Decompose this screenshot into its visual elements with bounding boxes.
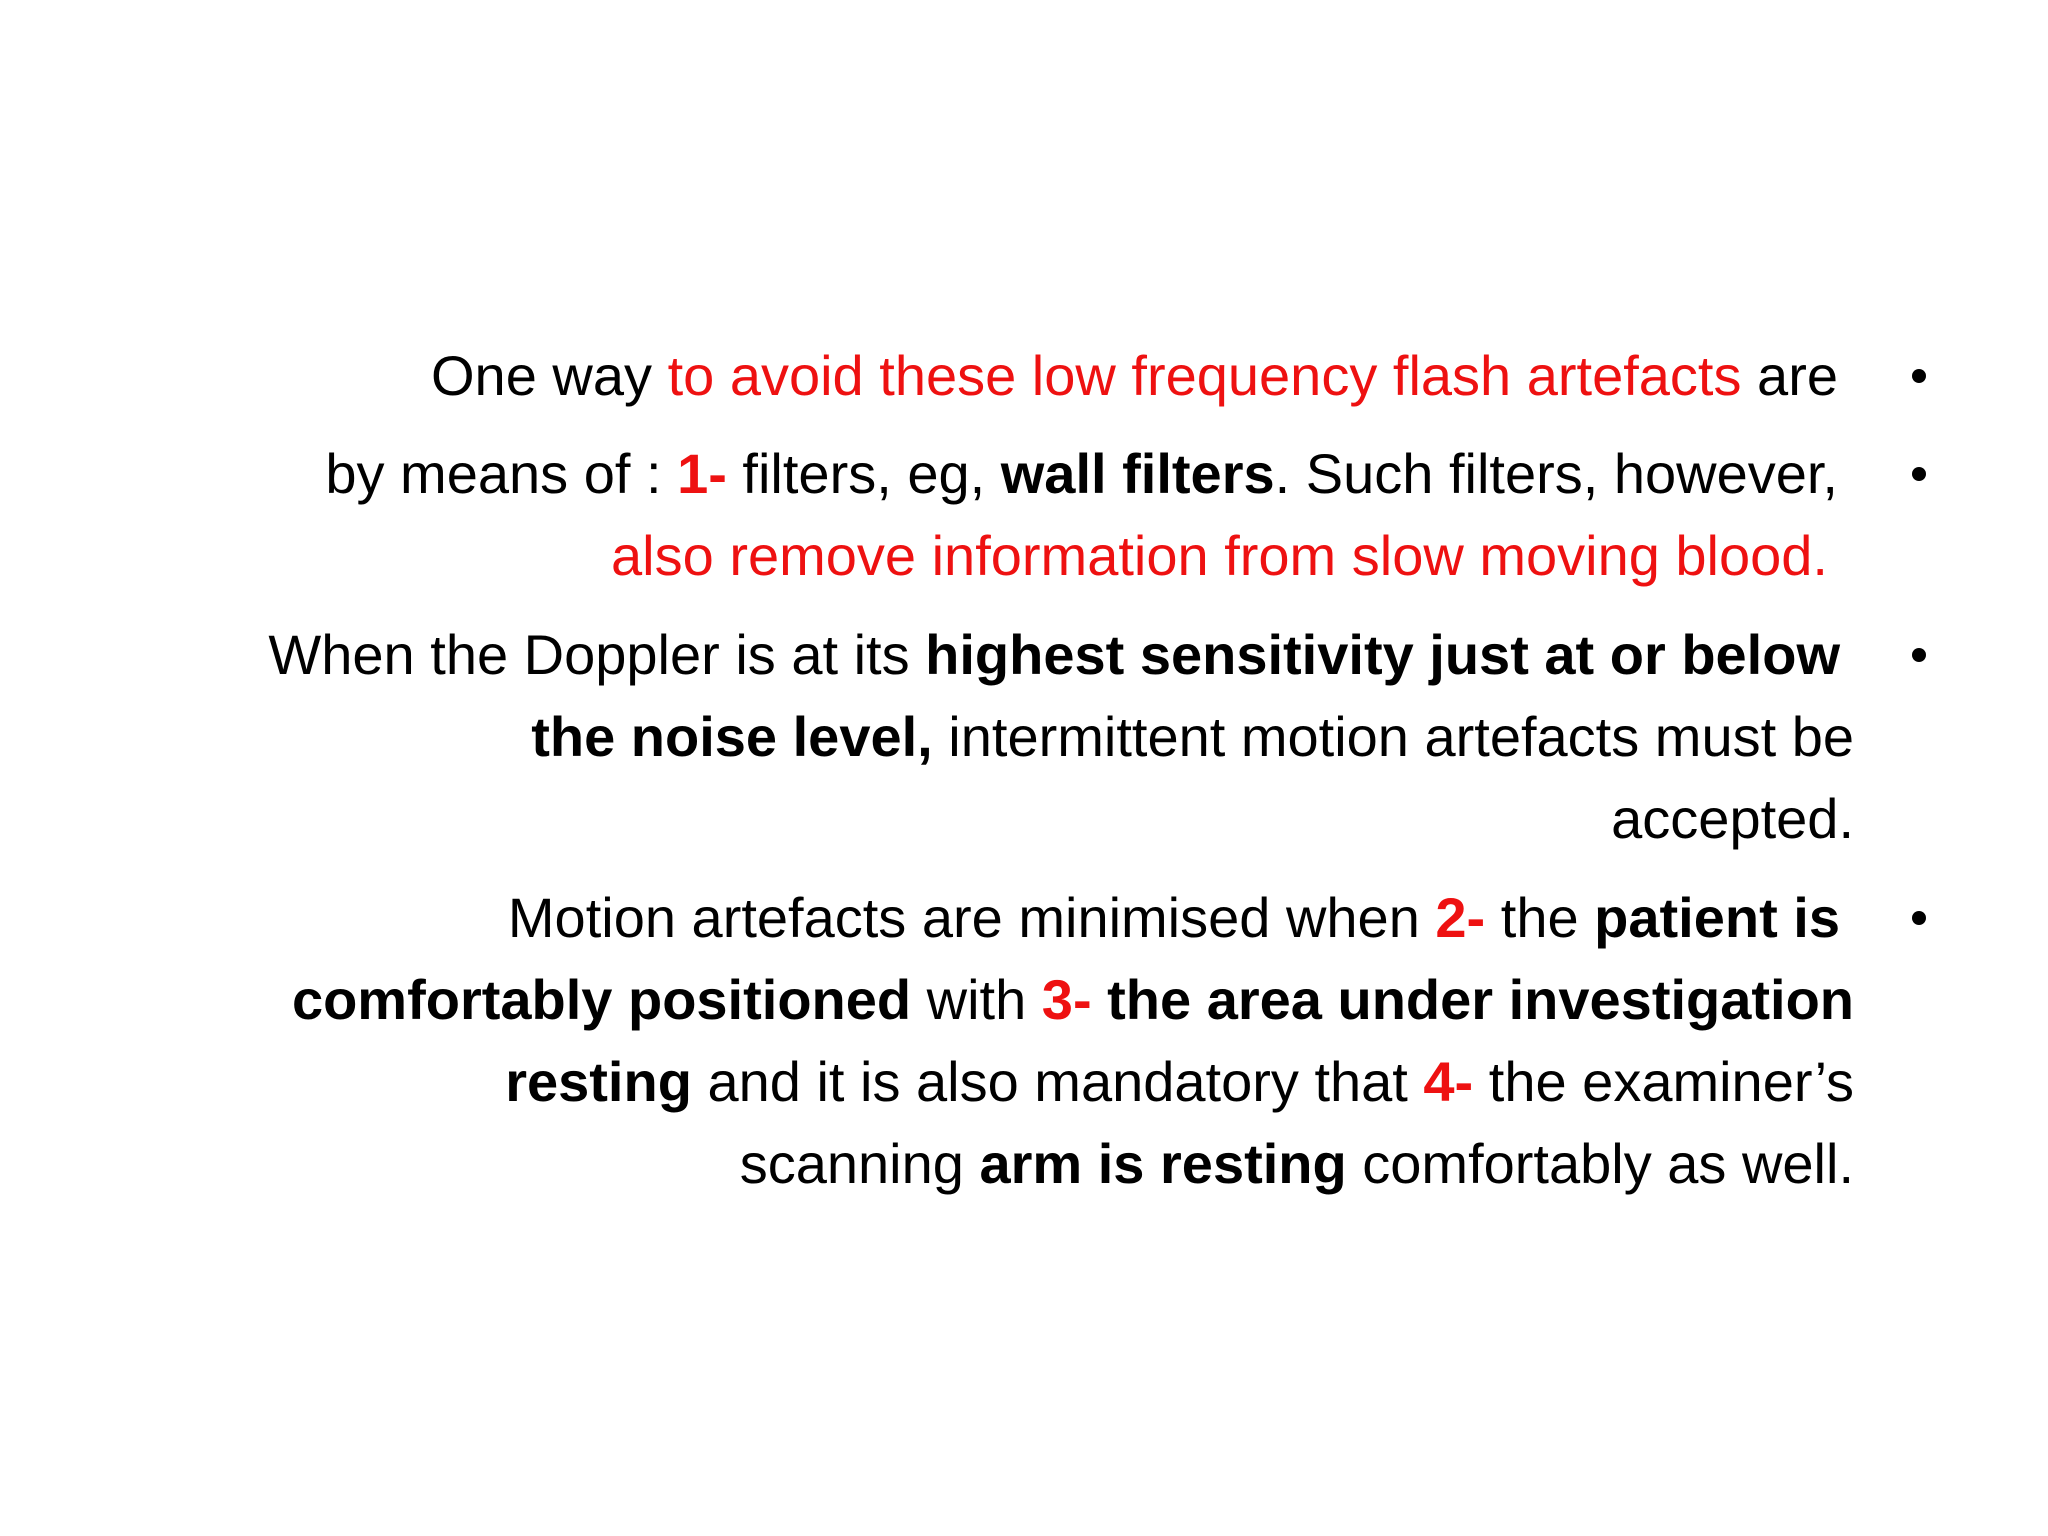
text-segment: to avoid these low frequency flash artefacts (667, 344, 1742, 407)
text-segment: the (1485, 886, 1595, 949)
text-segment: Motion artefacts are minimised when (507, 886, 1436, 949)
text-segment: accepted. (1611, 787, 1854, 850)
text-segment: the examiner’s (1473, 1050, 1854, 1113)
text-segment: patient is (1594, 886, 1840, 949)
text-segment: intermittent motion artefacts must be (932, 705, 1854, 768)
text-segment: the noise level, (531, 705, 933, 768)
text-segment: and it is also mandatory that (691, 1050, 1424, 1113)
bullet-text-line (508, 877, 1840, 959)
bullet-dot-icon (1912, 911, 1926, 925)
text-segment: When the Doppler is at its (268, 623, 926, 686)
bullet-dot-icon (1912, 648, 1926, 662)
text-segment: resting (505, 1050, 692, 1113)
text-segment: comfortably as well. (1346, 1132, 1854, 1195)
text-segment: with (911, 968, 1042, 1031)
bullet-text-line (611, 515, 1828, 597)
text-segment: scanning (739, 1132, 980, 1195)
text-segment: are (1741, 344, 1838, 407)
bullet-text-line (292, 959, 1854, 1041)
text-segment: comfortably positioned (291, 968, 912, 1031)
text-segment: . Such filters, however, (1274, 442, 1838, 505)
bullet-text-line (740, 1123, 1854, 1205)
bullet-dot-icon (1912, 467, 1926, 481)
text-segment: highest sensitivity just at or below (925, 623, 1840, 686)
bullet-text-line (505, 1041, 1854, 1123)
text-segment: wall filters (1000, 442, 1275, 505)
text-segment: One way (431, 344, 668, 407)
text-segment: arm is resting (979, 1132, 1347, 1195)
text-segment: 4- (1423, 1050, 1474, 1113)
text-segment: by means of : (325, 442, 678, 505)
bullet-text-line (1611, 778, 1854, 860)
text-segment: the area under investigation (1091, 968, 1854, 1031)
bullet-text-line (431, 335, 1838, 417)
bullet-text-line (531, 696, 1854, 778)
text-segment: 1- (677, 442, 727, 505)
bullet-text-line (268, 614, 1840, 696)
text-segment: filters, eg, (726, 442, 1001, 505)
text-segment: 3- (1041, 968, 1092, 1031)
text-segment: also remove information from slow moving blood. (611, 524, 1828, 587)
bullet-text-line (325, 433, 1838, 515)
text-segment: 2- (1435, 886, 1486, 949)
bullet-dot-icon (1912, 369, 1926, 383)
